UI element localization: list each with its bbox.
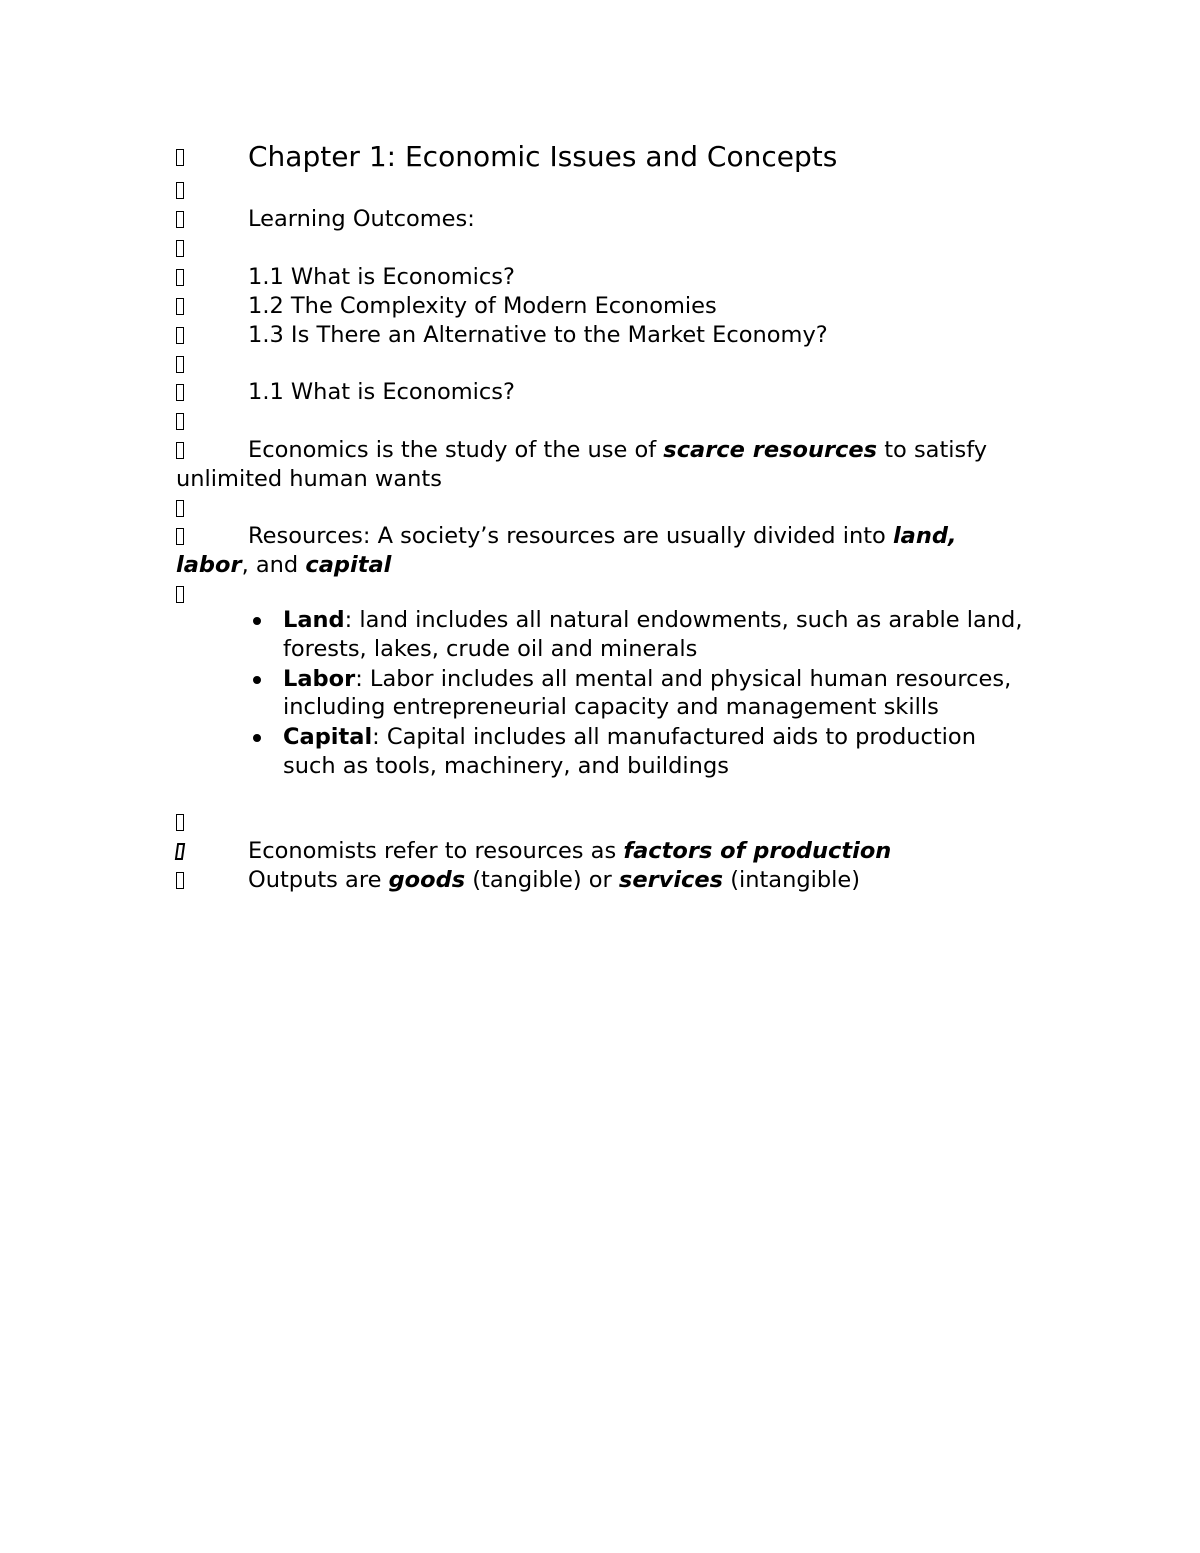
resources-term-land: land [892, 523, 948, 549]
section-heading: 1.1 What is Economics? [248, 379, 515, 405]
list-item-term: Capital [283, 724, 373, 750]
factors-before: Economists refer to resources as [248, 838, 624, 864]
definition-after: to satisfy unlimited human wants [176, 437, 988, 492]
unknown-glyph-icon [176, 321, 190, 350]
resources-sep: , and [241, 552, 306, 578]
unknown-glyph-icon [176, 143, 190, 172]
outputs-term-goods: goods [388, 867, 466, 893]
unknown-glyph-icon [176, 176, 190, 205]
resources-sep: , [947, 523, 957, 549]
unknown-glyph-icon [176, 350, 190, 379]
list-item-term: Land [283, 607, 345, 633]
resources-term-capital: capital [305, 552, 392, 578]
outputs-text [248, 866, 860, 895]
unknown-glyph-icon [176, 866, 190, 895]
outputs-mid: (tangible) or [465, 867, 619, 893]
outcome-text: 1.1 What is Economics? [248, 264, 515, 290]
resources-term-labor: labor [176, 552, 242, 578]
factors-text [248, 837, 891, 866]
unknown-glyph-icon [176, 378, 190, 407]
resource-list [248, 606, 1028, 782]
definition-term: scarce resources [663, 437, 878, 463]
unknown-glyph-icon [176, 580, 190, 609]
definition-text [176, 436, 1036, 494]
unknown-glyph-icon [176, 407, 190, 436]
factors-term: factors of production [623, 838, 892, 864]
outputs-before: Outputs are [248, 867, 389, 893]
list-item [248, 723, 1028, 780]
page-title: Chapter 1: Economic Issues and Concepts [248, 140, 838, 173]
resources-before: Resources: A society’s resources are usually divided into [248, 523, 893, 549]
outputs-after: (intangible) [723, 867, 861, 893]
learning-outcomes-heading: Learning Outcomes: [248, 206, 475, 232]
unknown-glyph-icon [176, 837, 190, 866]
list-item-text: : Labor includes all mental and physical human resources, including entrepreneurial capacity and management skills [283, 665, 1012, 720]
unknown-glyph-icon [176, 808, 190, 837]
unknown-glyph-icon [176, 234, 190, 263]
unknown-glyph-icon [176, 292, 190, 321]
list-item [248, 665, 1028, 722]
list-item-text: : land includes all natural endowments, such as arable land, forests, lakes, crude oil and minerals [283, 607, 1023, 662]
list-item-term: Labor [283, 665, 356, 692]
bullet-icon [253, 617, 261, 625]
outcome-text: 1.2 The Complexity of Modern Economies [248, 293, 717, 319]
unknown-glyph-icon [176, 263, 190, 292]
bullet-icon [253, 676, 261, 684]
outcome-text: 1.3 Is There an Alternative to the Market Economy? [248, 322, 828, 348]
unknown-glyph-icon [176, 205, 190, 234]
list-item [248, 606, 1028, 663]
list-item-text: : Capital includes all manufactured aids to production such as tools, machinery, and buildings [283, 724, 976, 779]
definition-before: Economics is the study of the use of [248, 437, 664, 463]
resources-text [176, 522, 1036, 580]
outputs-term-services: services [618, 867, 724, 893]
unknown-glyph-icon [176, 494, 190, 523]
bullet-icon [253, 734, 261, 742]
